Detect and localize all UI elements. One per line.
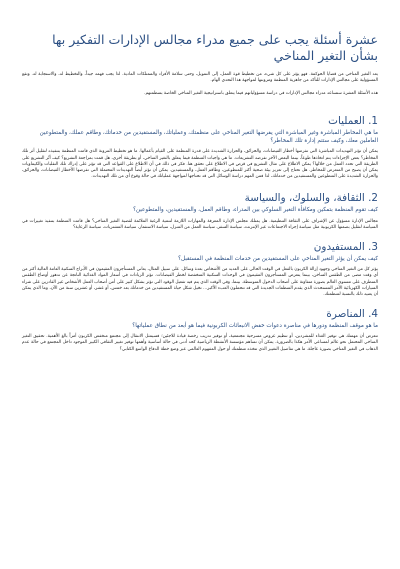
section-body: يمكن أن تؤثر التهديدات المباشرة التي تفرضها أخطار الفيضانات، والحرائق، والحرارة الشديدة على قدرة المنظمة على القيام بأعمالها. ما هو تخطيط المرونة الذي قامت المنظمة بتنفيذه لتقليل أثر تلك المخاطر؟ بعض الإجراءات يتم اتخاذها طوعاً، بينما البعض الآخر تفرضه التشريعات. ما هي واجبات المنظمة فيما يتعلق بالتغير المناخي، أو بطريقة أخرى، هل قمت بمراجعة التشريع؟ كيف أثّر التشريع على الطريقة التي تحدد العمل من خلالها؟ يمكن الاطلاع على مثال التشريع في قرص في الاطلاع على تحقق هنا. فكر في ذلك في أن الاطلاع على القواعد التي قد تؤثر على إدراك تلك التقلبات والكيماويات يمكن أن يصبح من المتعرض للمخاطر. هل تحتاج إلى تعزيز بيئة صحية أكثر للمتطوعين، وطاقم العمل، والمستفيدين. يمكن أن تؤثر أيضاً التهديدات المحتملة التي تفرضها الأخطار الفيضانات، والحرائق، والحرارة الشديدة على المتطوعين والمستفيدين من خدماتك، لذا فمن المهم دراسة الوسائل التي قد تحتاجها لمواجهة عملياتك في حالة وقوع أي من تلك التهديدات. — [22, 149, 378, 179]
section-question: كيف تقوم المنظمة بتمكين ومكافأة التغير السلوكي بين المدراء، وطاقم العمل، والمستفيدين، والمتطوعين؟ — [133, 206, 378, 213]
intro-paragraph-2: هذه الأسئلة العشرة ستساعد مدراء مجالس الإدارات في دراسة مسؤولياتهم فيما يتعلق باستراتيجية التغير المناخي الخاصة بمنظمتهم. — [144, 91, 378, 97]
section-beneficiaries — [22, 241, 378, 298]
section-body: مجالس الإدارة مسؤول عن الإشراف على الثقافة التنظيمية. هل يمتلك مجلس الإدارة المعرفة والمهارات اللازمة لتنمية الرغبة الملائمة لقضية التغير المناخي؟ هل قامت المنظمة بتنفيذ تغييرات في السياسة لتقليل بصمتها الكربونية مثل سياسة إجراء الاجتماعات عبر الإنترنت، سياسة السفر، سياسة العمل من المنزل، سياسة الاستثمار، سياسة المشتريات، سياسة الرعاية؟ — [22, 218, 378, 230]
section-heading: 1. العمليات — [328, 115, 378, 128]
section-advocacy — [22, 308, 378, 353]
section-question: كيف يمكن أن يؤثر التغير المناخي على المستفيدين من خدمات المنظمة في المستقبل؟ — [178, 255, 378, 262]
section-operations — [22, 115, 378, 180]
section-culture-behavior-policy — [22, 192, 378, 231]
section-question: ما هي المخاطر المباشرة وغير المباشرة التي يفرضها التغير المناخي على منظمتك، وعملياتك، والمستفيدين من خدماتك، وطاقم عملك، والمتطوعين العاملين معك، وكيف ستتم إدارة تلك المخاطر؟ — [39, 130, 378, 144]
section-body: يؤثر كل من التغير المناخي وجهود إزالة الكربون بالفعل في الوقت الحالي على العديد من الأشخاص بعدة وسائل. على سبيل المثال، يعاني المستأجرون المقيمون في الأبراج السكنية العامة العالية أكثر من أي وقت مضى من الطقس الساخن، بينما يتعرض المستأجرون المقيمون في الوحدات السكنية المنخفضة لخطر الفيضانات. تؤثر الزيادات في أسعار المواد الغذائية الناتجة عن تدهور أوضاع الطقس المتطرف على مستوى العالم بصورة متفاوتة على أصحاب الدخول المتوسطة. بينما، وفي الوقت الذي يتم فيه تفعيل الوقود التي تؤثر بشكل كبير على أمن أصحاب العمل الأشخاص غير القادرين على شراء السيارات الكهربائية الأمر المستحدث الذي يقدم المنظمات الجديدة التي قد تتحملون العبء الأكبر... تخيل شكل حياة المستفيدين من خدماتك بعد خمس، أو عشر، أو عشرين سنة من الآن، وما الذي يمكن أن يعنيه ذلك بالنسبة لمنظمتك. — [22, 267, 378, 297]
section-body: تتعرض أن مهمتك هي توفير الغذاء للمشردين، أو تنظيم عروض مسرحية مجتمعية، أو توفير تدريب رخصة قيادة للاجئين؛ فسيمثل الانتقال إلى مجتمع منخفض الكربون أمراً بالغ الأهمية. تحقيق التغير المناخي المحتمل نحو عالم لمساعي الأمر هكذا بالضرورة. يمكن أن تساهم مؤسسة الأنشطة الرياضية كحد أدنى في حالة أساسية وأهمها توفير تغيير الثقافي الكبير الموجود داخل المجتمع في حالة عدم الذهاب في التغير المناخي بصورة عاجلة. ما هي تفاصيل التغيير الذي تتخذه منظمتك أو حول المفهوم العالمي عبر وضع خطة الدفاع الواسع الكتابي؟ — [22, 334, 378, 352]
intro-paragraph-1: يعد التغير المناخي من قضايا الحوكمة. فهو يؤثر على كل شيء، من تخطيط قوة العمل، إلى التمويل، وحتى سلامة الأفراد والممتلكات المادية. لذا يجب فهمه جيداً، والتخطيط له، والاستجابة له. وتقع المسؤولية على مجالس الإدارات للتأكد من جاهزية المنظمة ومرونتها لمواجهة هذا التحدي الهام. — [22, 72, 378, 84]
document-title: عشرة أسئلة يجب على جميع مدراء مجالس الإدارات التفكير بها بشأن التغير المناخي — [52, 32, 378, 63]
section-question: ما هو موقف المنظمة ودورها في مناصرة دعوات خفض الانبعاثات الكربونية فيما هو أبعد من نطاق عملياتها؟ — [132, 322, 378, 329]
section-heading: 4. المناصرة — [326, 307, 378, 320]
section-heading: 3. المستفيدون — [313, 240, 378, 253]
section-heading: 2. الثقافة، والسلوك، والسياسة — [244, 191, 378, 204]
